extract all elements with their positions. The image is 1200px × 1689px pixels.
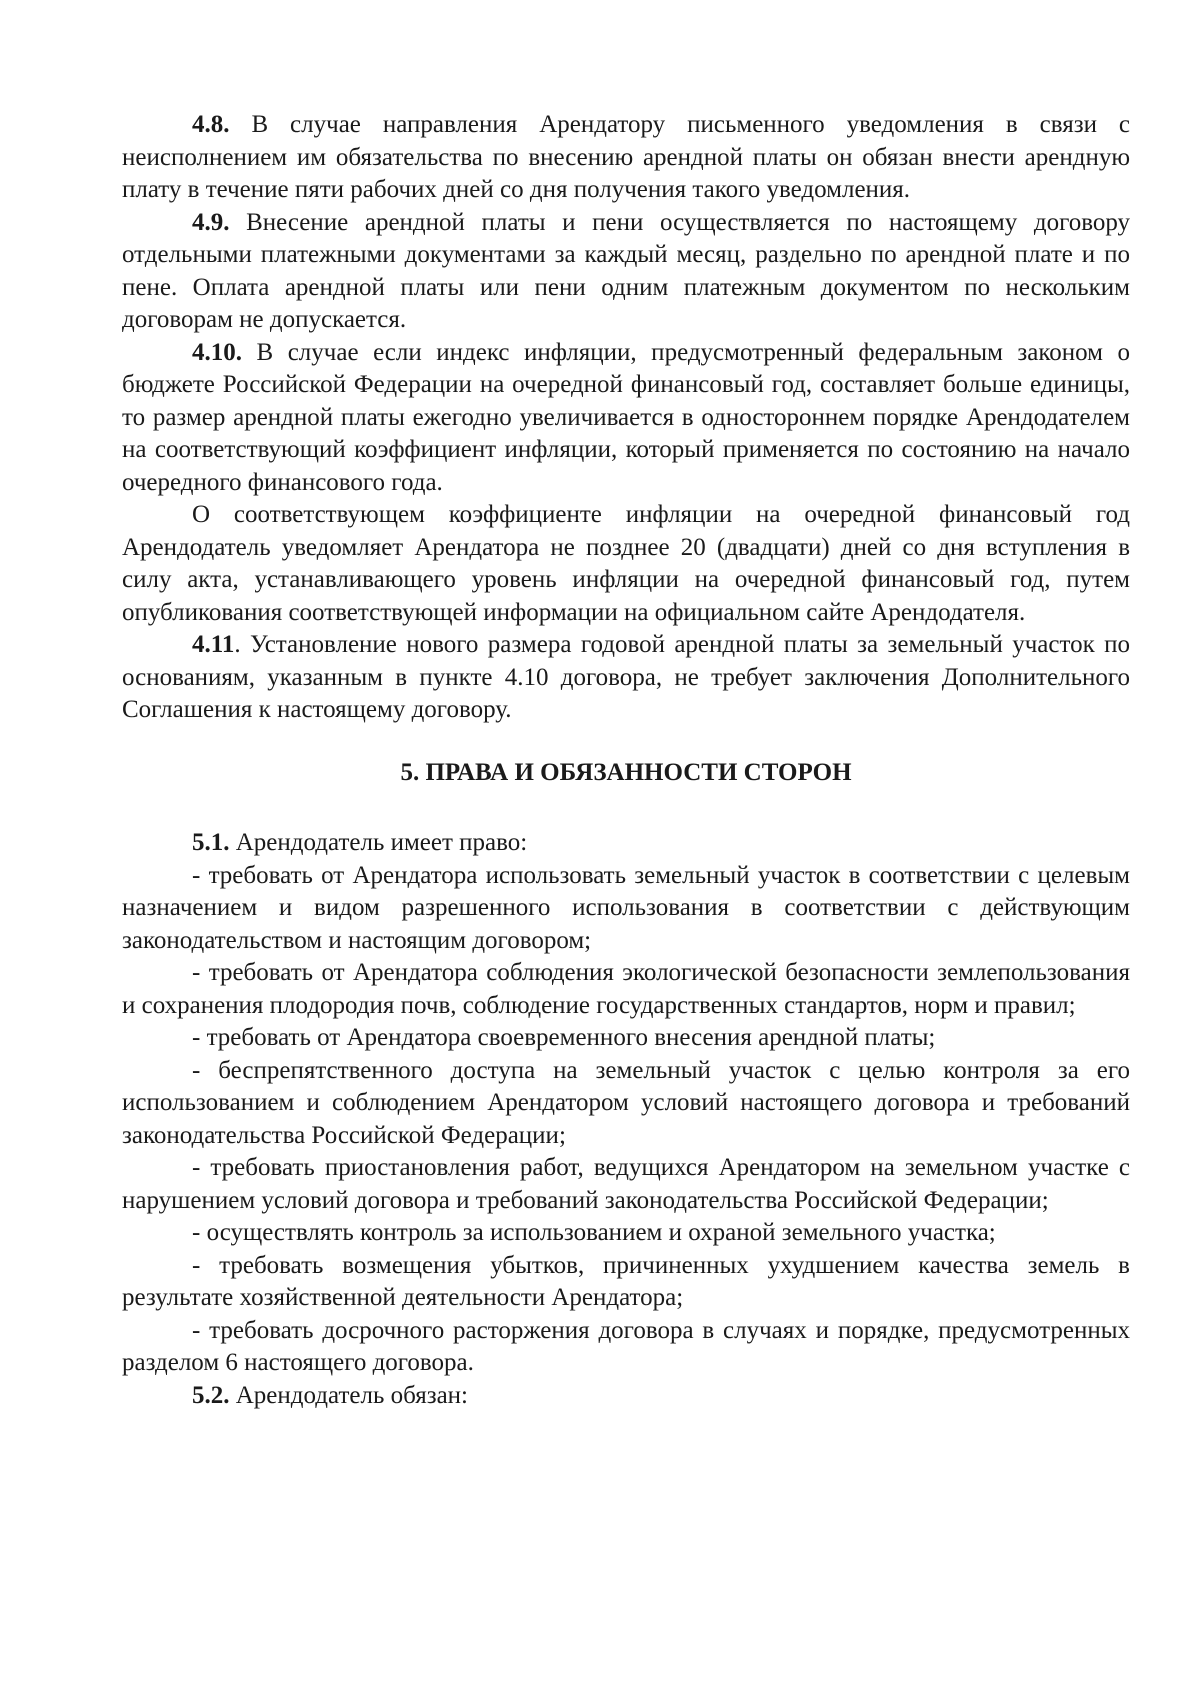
- section-5-title: 5. ПРАВА И ОБЯЗАННОСТИ СТОРОН: [400, 758, 852, 786]
- rights-item: - требовать возмещения убытков, причиненных ухудшением качества земель в результате хозяйственной деятельности Арендатора;: [122, 1251, 1130, 1311]
- rights-item: - требовать от Арендатора своевременного внесения арендной платы;: [192, 1024, 936, 1051]
- clause-5-2: [122, 1380, 1130, 1413]
- clause-5-1: [122, 827, 1130, 860]
- clause-number: 4.10.: [192, 338, 242, 366]
- clause-text: Арендодатель обязан:: [229, 1381, 468, 1409]
- clause-number: 5.1.: [192, 829, 230, 856]
- clause-4-10: [122, 337, 1130, 500]
- rights-item: - требовать от Арендатора соблюдения экологической безопасности землепользования и сохранения плодородия почв, соблюдение государственных стандартов, норм и правил;: [122, 959, 1130, 1019]
- clause-text: В случае направления Арендатору письменного уведомления в связи с неисполнением им обязательства по внесению арендной платы он обязан внести арендную плату в течение пяти рабочих дней со дня получения такого уведомления.: [122, 111, 1130, 203]
- clause-4-9: [122, 207, 1130, 337]
- clause-number: 4.9.: [192, 208, 230, 236]
- rights-item: - беспрепятственного доступа на земельный участок с целью контроля за его использованием и соблюдением Арендатором условий настоящего договора и требований законодательства Российской Федерации;: [122, 1056, 1130, 1149]
- rights-item: - требовать приостановления работ, ведущихся Арендатором на земельном участке с нарушением условий договора и требований законодательства Российской Федерации;: [122, 1154, 1130, 1214]
- clause-text: Внесение арендной платы и пени осуществляется по настоящему договору отдельными платежными документами за каждый месяц, раздельно по арендной плате и по пене. Оплата арендной платы или пени одним платежным документом по нескольким договорам не допускается.: [122, 208, 1130, 333]
- rights-item: - требовать от Арендатора использовать земельный участок в соответствии с целевым назначением и видом разрешенного использования в соответствии с действующим законодательством и настоящим договором;: [122, 861, 1130, 954]
- rights-item: - требовать досрочного расторжения договора в случаях и порядке, предусмотренных разделом 6 настоящего договора.: [122, 1316, 1130, 1376]
- clause-number: 4.11: [192, 631, 235, 658]
- clause-4-11: [122, 629, 1130, 727]
- rights-item: - осуществлять контроль за использованием и охраной земельного участка;: [192, 1219, 996, 1246]
- clause-4-10-continuation: О соответствующем коэффициенте инфляции на очередной финансовый год Арендодатель уведомляет Арендатора не позднее 20 (двадцати) дней со дня вступления в силу акта, устанавливающего уровень инфляции на очередной финансовый год, путем опубликования соответствующей информации на официальном сайте Арендодателя.: [122, 501, 1130, 626]
- clause-number: 5.2.: [192, 1381, 230, 1409]
- clause-text: Арендодатель имеет право:: [229, 829, 528, 856]
- clause-text: В случае если индекс инфляции, предусмотренный федеральным законом о бюджете Российской Федерации на очередной финансовый год, составляет больше единицы, то размер арендной платы ежегодно увеличивается в одностороннем порядке Арендодателем на соответствующий коэффициент инфляции, который применяется по состоянию на начало очередного финансового года.: [122, 338, 1130, 496]
- clause-4-8: [122, 109, 1130, 207]
- clause-text: . Установление нового размера годовой арендной платы за земельный участок по основаниям, указанным в пункте 4.10 договора, не требует заключения Дополнительного Соглашения к настоящему договору.: [122, 631, 1130, 723]
- clause-number: 4.8.: [192, 111, 230, 138]
